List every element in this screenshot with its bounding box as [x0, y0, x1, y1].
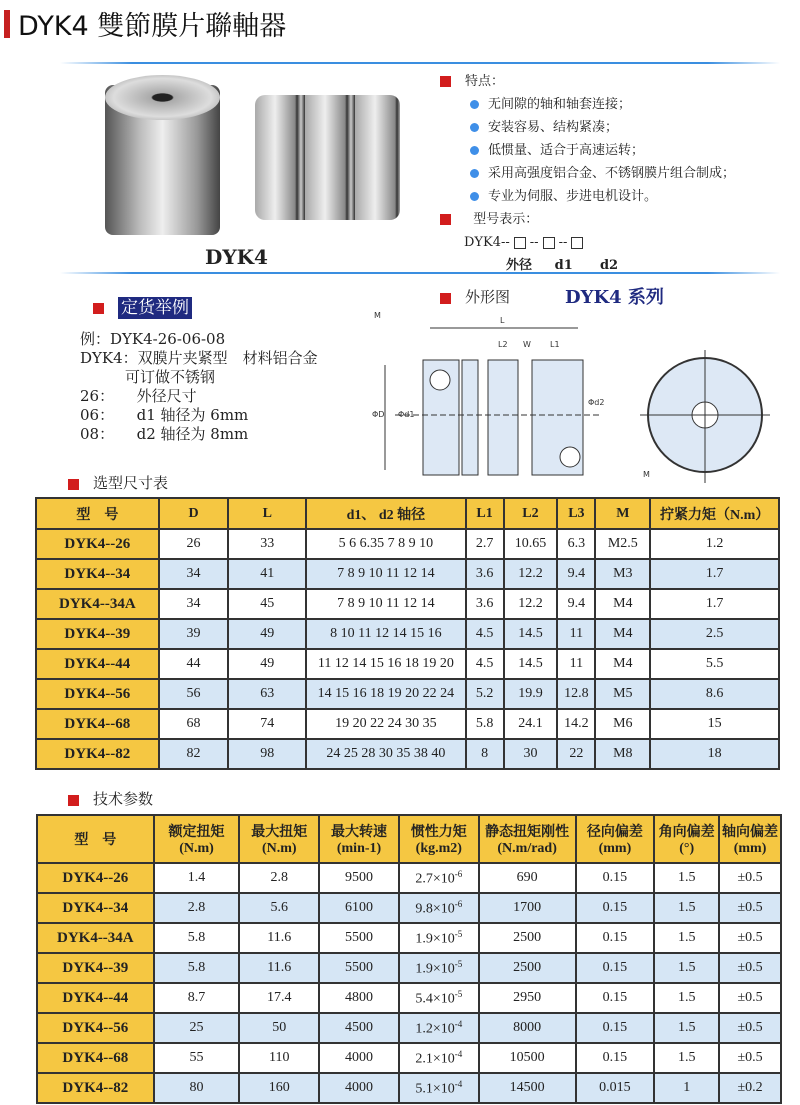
header-row [36, 498, 779, 529]
table-row [36, 589, 779, 619]
table-cell: 1.2 [650, 529, 779, 559]
bullet-dot-icon [470, 100, 479, 109]
table-cell: 1.7 [650, 589, 779, 619]
table-cell: 5500 [319, 953, 399, 983]
header-label: 静态扭矩刚性 [485, 825, 570, 840]
inertia-mantissa: 5.4×10 [415, 991, 455, 1007]
dim-table-heading [68, 472, 168, 493]
bullet-square-icon [440, 76, 451, 87]
label-l: L [500, 316, 505, 325]
column-header [654, 815, 719, 863]
header-unit: (°) [679, 841, 695, 856]
table-cell: 30 [504, 739, 558, 769]
table-cell: 3.6 [466, 559, 504, 589]
table-cell: 74 [228, 709, 306, 739]
inertia-mantissa: 2.7×10 [415, 871, 455, 887]
table-cell: 14.5 [504, 619, 558, 649]
table-cell: 5 6 6.35 7 8 9 10 [306, 529, 465, 559]
label-l1: L1 [550, 340, 560, 349]
table-cell: 5.8 [154, 953, 240, 983]
table-cell: 45 [228, 589, 306, 619]
header-unit: (N.m) [179, 841, 214, 856]
column-header: 拧紧力矩（N.m） [650, 498, 779, 529]
feature-item [440, 116, 735, 139]
order-line: 06： d1 轴径为 6mm [80, 406, 249, 424]
tech-params-table [36, 814, 782, 1104]
tech-table-heading [68, 788, 153, 809]
table-cell: 6100 [319, 893, 399, 923]
inertia-mantissa: 1.2×10 [415, 1021, 455, 1037]
table-cell: 4.5 [466, 619, 504, 649]
table-cell: 39 [159, 619, 229, 649]
feature-item [440, 139, 735, 162]
model-cell: DYK4--68 [36, 709, 159, 739]
table-cell: 1.7 [650, 559, 779, 589]
bullet-dot-icon [470, 169, 479, 178]
table-cell: 26 [159, 529, 229, 559]
order-line: DYK4：双膜片夹紧型 材料铝合金 [80, 349, 318, 367]
table-cell: 4.5 [466, 649, 504, 679]
order-heading-text: 定货举例 [118, 297, 192, 319]
column-header [319, 815, 399, 863]
model-cell: DYK4--34 [36, 559, 159, 589]
table-cell: ±0.5 [719, 953, 781, 983]
column-header: L [228, 498, 306, 529]
table-cell: 14.5 [504, 649, 558, 679]
header-unit: (mm) [733, 841, 767, 856]
title-bar [4, 10, 10, 38]
table-cell: 5.6 [239, 893, 319, 923]
bullet-dot-icon [470, 146, 479, 155]
column-header: L2 [504, 498, 558, 529]
table-cell: M4 [595, 619, 650, 649]
table-cell [399, 923, 479, 953]
header-label: 惯性力矩 [410, 825, 467, 840]
table-cell: 11.6 [239, 923, 319, 953]
table-cell: 160 [239, 1073, 319, 1103]
divider [60, 62, 780, 64]
model-cell: DYK4--39 [37, 953, 154, 983]
model-cell: DYK4--26 [36, 529, 159, 559]
notation-label: d2 [599, 258, 619, 273]
table-cell: 49 [228, 619, 306, 649]
inertia-exponent: -4 [454, 1018, 463, 1029]
table-cell: 5500 [319, 923, 399, 953]
model-cell: DYK4--34 [37, 893, 154, 923]
table-cell: 6.3 [557, 529, 595, 559]
table-cell: 9.4 [557, 589, 595, 619]
header-label: 型 号 [74, 833, 117, 848]
table-cell: 19 20 22 24 30 35 [306, 709, 465, 739]
table-cell: 4000 [319, 1043, 399, 1073]
table-cell: 0.15 [576, 953, 655, 983]
order-line: 例：DYK4-26-06-08 [80, 330, 226, 348]
table-row [36, 529, 779, 559]
table-cell: 9500 [319, 863, 399, 893]
table-row [37, 863, 781, 893]
table-cell: 34 [159, 589, 229, 619]
page-title [4, 4, 286, 43]
table-cell: 10.65 [504, 529, 558, 559]
table-cell: 2.8 [154, 893, 240, 923]
table-cell: 3.6 [466, 589, 504, 619]
table-cell: 55 [154, 1043, 240, 1073]
column-header: L1 [466, 498, 504, 529]
table-cell: 7 8 9 10 11 12 14 [306, 559, 465, 589]
table-cell: 0.015 [576, 1073, 655, 1103]
feature-item [440, 185, 735, 208]
table-cell: 5.8 [154, 923, 240, 953]
notation-labels [506, 254, 735, 277]
inertia-mantissa: 9.8×10 [415, 901, 455, 917]
table-cell: 33 [228, 529, 306, 559]
table-cell: 5.2 [466, 679, 504, 709]
model-cell: DYK4--34A [37, 923, 154, 953]
table-cell: 4500 [319, 1013, 399, 1043]
bullet-square-icon [93, 303, 104, 314]
table-cell: 25 [154, 1013, 240, 1043]
table-cell [399, 953, 479, 983]
table-cell: 1700 [479, 893, 576, 923]
table-cell: 22 [557, 739, 595, 769]
table-cell [399, 983, 479, 1013]
table-row [37, 1013, 781, 1043]
feature-item [440, 93, 735, 116]
table-cell: 1.5 [654, 953, 719, 983]
table-cell: M5 [595, 679, 650, 709]
inertia-exponent: -4 [454, 1078, 463, 1089]
inertia-mantissa: 1.9×10 [415, 961, 455, 977]
table-cell: 1 [654, 1073, 719, 1103]
notation-heading: 型号表示： [473, 212, 539, 227]
dim-table-heading-text: 选型尺寸表 [93, 474, 169, 492]
inertia-exponent: -6 [454, 898, 463, 909]
bullet-square-icon [68, 795, 79, 806]
table-cell: 12.2 [504, 589, 558, 619]
features-heading: 特点： [465, 74, 505, 89]
inertia-mantissa: 1.9×10 [415, 931, 455, 947]
table-row [37, 893, 781, 923]
table-cell: ±0.5 [719, 983, 781, 1013]
bullet-square-icon [440, 293, 451, 304]
model-cell: DYK4--56 [37, 1013, 154, 1043]
table-cell: ±0.5 [719, 893, 781, 923]
table-row [36, 739, 779, 769]
label-d: ΦD [372, 410, 385, 419]
table-row [36, 559, 779, 589]
table-cell: 690 [479, 863, 576, 893]
inertia-exponent: -5 [454, 988, 463, 999]
table-cell: 63 [228, 679, 306, 709]
order-heading [93, 293, 192, 318]
table-cell: 1.5 [654, 1013, 719, 1043]
table-cell [399, 1073, 479, 1103]
table-cell: 34 [159, 559, 229, 589]
order-example [80, 330, 318, 444]
table-cell: 1.5 [654, 983, 719, 1013]
table-cell: 24.1 [504, 709, 558, 739]
table-cell: 110 [239, 1043, 319, 1073]
table-row [37, 1073, 781, 1103]
column-header: M [595, 498, 650, 529]
column-header [576, 815, 655, 863]
table-cell: 50 [239, 1013, 319, 1043]
inertia-exponent: -5 [454, 928, 463, 939]
table-cell: 19.9 [504, 679, 558, 709]
table-cell: M6 [595, 709, 650, 739]
table-cell: 15 [650, 709, 779, 739]
table-cell: 12.8 [557, 679, 595, 709]
notation-sep: -- [529, 235, 539, 250]
header-label: 角向偏差 [658, 825, 715, 840]
model-cell: DYK4--82 [37, 1073, 154, 1103]
table-cell: 5.5 [650, 649, 779, 679]
table-cell: 1.5 [654, 1043, 719, 1073]
feature-text: 采用高强度铝合金、不锈钢膜片组合制成； [488, 166, 736, 181]
table-cell: 9.4 [557, 559, 595, 589]
label-m: M [374, 311, 381, 320]
table-cell: ±0.5 [719, 923, 781, 953]
header-row [37, 815, 781, 863]
table-cell: ±0.5 [719, 863, 781, 893]
blank-box [543, 237, 555, 249]
header-label: 轴向偏差 [722, 825, 779, 840]
inertia-mantissa: 5.1×10 [415, 1081, 455, 1097]
table-cell: 11.6 [239, 953, 319, 983]
notation-label: 外径 [506, 258, 533, 273]
header-label: 最大转速 [331, 825, 388, 840]
table-cell: 14500 [479, 1073, 576, 1103]
table-cell: 18 [650, 739, 779, 769]
table-cell: 5.8 [466, 709, 504, 739]
table-cell: M3 [595, 559, 650, 589]
table-row [37, 923, 781, 953]
table-cell: 0.15 [576, 863, 655, 893]
table-row [37, 983, 781, 1013]
table-cell: 82 [159, 739, 229, 769]
table-cell: 2.5 [650, 619, 779, 649]
table-cell: 24 25 28 30 35 38 40 [306, 739, 465, 769]
order-line: 26： 外径尺寸 [80, 387, 197, 405]
table-cell: 4800 [319, 983, 399, 1013]
header-label: 径向偏差 [586, 825, 643, 840]
table-cell: M4 [595, 649, 650, 679]
blank-box [571, 237, 583, 249]
column-header: 型 号 [36, 498, 159, 529]
column-header: d1、 d2 轴径 [306, 498, 465, 529]
inertia-exponent: -4 [454, 1048, 463, 1059]
column-header [239, 815, 319, 863]
notation-line [464, 231, 735, 254]
product-photo [105, 75, 225, 235]
feature-text: 专业为伺服、步进电机设计。 [488, 189, 658, 204]
model-cell: DYK4--56 [36, 679, 159, 709]
table-cell: 8 10 11 12 14 15 16 [306, 619, 465, 649]
feature-item [440, 162, 735, 185]
model-cell: DYK4--39 [36, 619, 159, 649]
model-cell: DYK4--44 [37, 983, 154, 1013]
series-label: DYK4 系列 [565, 287, 664, 308]
table-cell: M2.5 [595, 529, 650, 559]
table-row [37, 953, 781, 983]
inertia-exponent: -6 [454, 868, 463, 879]
label-l2: L2 [498, 340, 508, 349]
order-line: 08： d2 轴径为 8mm [80, 425, 249, 443]
header-label: 最大扭矩 [251, 825, 308, 840]
column-header [37, 815, 154, 863]
table-cell: 68 [159, 709, 229, 739]
tech-table-heading-text: 技术参数 [93, 790, 154, 808]
header-label: 额定扭矩 [168, 825, 225, 840]
table-cell: 2950 [479, 983, 576, 1013]
column-header [479, 815, 576, 863]
bullet-square-icon [440, 214, 451, 225]
bullet-dot-icon [470, 123, 479, 132]
bullet-square-icon [68, 479, 79, 490]
table-cell: ±0.2 [719, 1073, 781, 1103]
features-section [440, 70, 735, 277]
drawing-heading [440, 286, 510, 307]
table-cell [399, 1013, 479, 1043]
table-cell: 0.15 [576, 1043, 655, 1073]
table-cell: 7 8 9 10 11 12 14 [306, 589, 465, 619]
header-unit: (kg.m2) [415, 841, 462, 856]
model-cell: DYK4--34A [36, 589, 159, 619]
table-cell: 12.2 [504, 559, 558, 589]
header-unit: (mm) [598, 841, 632, 856]
table-cell: 0.15 [576, 893, 655, 923]
feature-text: 低惯量、适合于高速运转； [488, 143, 645, 158]
table-cell: ±0.5 [719, 1043, 781, 1073]
table-cell: 44 [159, 649, 229, 679]
bullet-dot-icon [470, 192, 479, 201]
label-m2: M [643, 470, 650, 479]
notation-sep: -- [558, 235, 568, 250]
drawing-heading-text: 外形图 [465, 288, 511, 306]
table-row [36, 679, 779, 709]
order-line: 可订做不锈钢 [80, 368, 216, 386]
table-cell: 0.15 [576, 983, 655, 1013]
table-row [36, 619, 779, 649]
table-cell: 8000 [479, 1013, 576, 1043]
table-cell [399, 863, 479, 893]
table-cell: 2.8 [239, 863, 319, 893]
table-cell: 2500 [479, 923, 576, 953]
feature-text: 无间隙的轴和轴套连接； [488, 97, 632, 112]
header-unit: (N.m) [261, 841, 297, 856]
column-header [719, 815, 781, 863]
table-row [36, 709, 779, 739]
table-cell: 11 12 14 15 16 18 19 20 [306, 649, 465, 679]
table-cell [399, 1043, 479, 1073]
notation-label: d1 [554, 258, 573, 273]
table-cell: 1.5 [654, 893, 719, 923]
notation-prefix: DYK4-- [464, 235, 510, 250]
table-cell: 8 [466, 739, 504, 769]
table-cell: 80 [154, 1073, 240, 1103]
table-row [36, 649, 779, 679]
table-cell: 2.7 [466, 529, 504, 559]
table-cell: 1.4 [154, 863, 240, 893]
header-unit: (N.m/rad) [497, 841, 557, 856]
blank-box [514, 237, 526, 249]
label-d1: Φd1 [398, 410, 415, 419]
table-cell: 2500 [479, 953, 576, 983]
dimension-table [35, 497, 780, 770]
product-photo-side [255, 95, 400, 220]
model-cell: DYK4--44 [36, 649, 159, 679]
table-cell: M8 [595, 739, 650, 769]
table-cell: M4 [595, 589, 650, 619]
column-header [154, 815, 240, 863]
table-cell: 11 [557, 649, 595, 679]
column-header [399, 815, 479, 863]
table-cell: 11 [557, 619, 595, 649]
label-d2: Φd2 [588, 398, 605, 407]
title-text: DYK4 雙節膜片聯軸器 [18, 11, 287, 42]
table-cell: 1.5 [654, 923, 719, 953]
table-cell: 0.15 [576, 923, 655, 953]
table-cell: 49 [228, 649, 306, 679]
table-cell: 8.7 [154, 983, 240, 1013]
table-cell: 17.4 [239, 983, 319, 1013]
table-cell: 1.5 [654, 863, 719, 893]
table-cell [399, 893, 479, 923]
table-cell: 4000 [319, 1073, 399, 1103]
table-row [37, 1043, 781, 1073]
table-cell: 0.15 [576, 1013, 655, 1043]
model-cell: DYK4--26 [37, 863, 154, 893]
table-cell: 56 [159, 679, 229, 709]
table-cell: 10500 [479, 1043, 576, 1073]
inertia-mantissa: 2.1×10 [415, 1051, 455, 1067]
table-cell: 98 [228, 739, 306, 769]
dimension-drawing [360, 305, 780, 485]
product-label: DYK4 [205, 245, 268, 269]
table-cell: 41 [228, 559, 306, 589]
column-header: D [159, 498, 229, 529]
table-cell: ±0.5 [719, 1013, 781, 1043]
table-cell: 8.6 [650, 679, 779, 709]
column-header: L3 [557, 498, 595, 529]
label-w: W [523, 340, 531, 349]
model-cell: DYK4--82 [36, 739, 159, 769]
inertia-exponent: -5 [454, 958, 463, 969]
model-cell: DYK4--68 [37, 1043, 154, 1073]
header-unit: (min-1) [336, 841, 382, 856]
table-cell: 14.2 [557, 709, 595, 739]
table-cell: 14 15 16 18 19 20 22 24 [306, 679, 465, 709]
feature-text: 安装容易、结构紧凑； [488, 120, 619, 135]
